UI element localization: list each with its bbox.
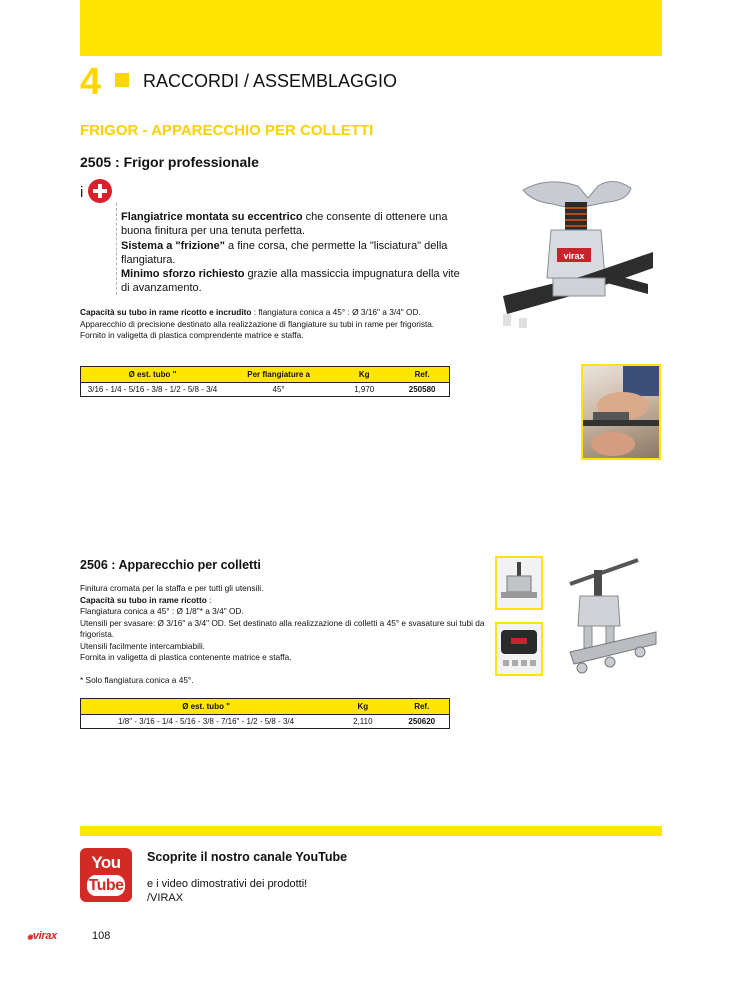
spec-table-2505 <box>80 366 450 397</box>
red-plus-icon <box>88 179 112 203</box>
product-2506-title: 2506 : Apparecchio per colletti <box>80 558 261 572</box>
feature-bold: Flangiatrice montata su eccentrico <box>121 211 303 223</box>
feature-text: grazie alla massiccia impugnatura della vite di avanzamento. <box>121 268 460 295</box>
capacity-text: : <box>206 594 212 605</box>
col-header-kg: Kg <box>331 699 394 715</box>
section-title: FRIGOR - APPARECCHIO PER COLLETTI <box>80 122 374 139</box>
feature-text: che consente di ottenere una buona finitura per una tenuta perfetta. <box>121 211 448 238</box>
feature-text: a fine corsa, che permette la "lisciatura" della flangiatura. <box>121 239 448 266</box>
feature-item <box>121 210 466 239</box>
logo-text: virax <box>32 930 58 942</box>
info-letter: i <box>80 184 84 201</box>
cell-tube: 3/16 - 1/4 - 5/16 - 3/8 - 1/2 - 5/8 - 3/4 <box>81 383 224 397</box>
youtube-text: e i video dimostrativi dei prodotti! <box>147 878 308 890</box>
product-2506-description <box>80 583 500 664</box>
table-row <box>81 715 450 729</box>
col-header-kg: Kg <box>333 367 395 383</box>
description-line: Fornito in valigetta di plastica comprendente matrice e staffa. <box>80 330 304 340</box>
col-header-tube: Ø est. tubo " <box>81 367 224 383</box>
capacity-text: : flangiatura conica a 45° : Ø 3/16" a 3/4" OD. <box>251 307 421 317</box>
youtube-icon-bottom-text: Tube <box>88 877 124 894</box>
flaring-kit-image <box>560 556 660 676</box>
table-header-row <box>81 367 450 383</box>
col-header-flare: Per flangiature a <box>224 367 333 383</box>
feature-list <box>121 210 466 296</box>
page-number: 108 <box>92 930 111 942</box>
col-header-ref: Ref. <box>395 699 450 715</box>
usage-photo <box>581 364 661 460</box>
capacity-label: Capacità su tubo in rame ricotto e incrudito <box>80 307 252 317</box>
col-header-tube: Ø est. tubo " <box>81 699 332 715</box>
virax-logo: ◉virax <box>27 930 58 942</box>
cell-ref: 250580 <box>395 383 449 397</box>
description-line: Flangiatura conica a 45° : Ø 1/8"* a 3/4" OD. <box>80 606 244 616</box>
feature-item <box>121 239 466 268</box>
spec-table-2506 <box>80 698 450 729</box>
product-2505-description <box>80 307 500 342</box>
cell-flare: 45° <box>224 383 333 397</box>
youtube-icon-top-text: You <box>91 853 121 872</box>
capacity-label: Capacità su tubo in rame ricotto <box>80 594 207 605</box>
feature-bold: Minimo sforzo richiesto <box>121 268 245 281</box>
dashed-divider <box>116 203 117 295</box>
description-line: Finitura cromata per la staffa e per tutti gli utensili. <box>80 583 264 593</box>
chapter-number: 4 <box>80 61 102 103</box>
footnote: * Solo flangiatura conica a 45°. <box>80 675 194 685</box>
thumbnail-case <box>495 622 543 676</box>
description-line: Fornita in valigetta di plastica contenente matrice e staffa. <box>80 652 292 662</box>
bottom-yellow-band <box>80 826 662 836</box>
cell-ref: 250620 <box>395 715 450 729</box>
table-header-row <box>81 699 450 715</box>
product-2505-title: 2505 : Frigor professionale <box>80 154 259 170</box>
chapter-title: RACCORDI / ASSEMBLAGGIO <box>143 71 398 91</box>
flaring-tool-image <box>493 168 661 336</box>
youtube-channel-link[interactable]: /VIRAX <box>147 892 184 904</box>
chapter-square-marker <box>115 73 129 87</box>
feature-item <box>121 267 466 296</box>
col-header-ref: Ref. <box>395 367 449 383</box>
cell-tube: 1/8" - 3/16 - 1/4 - 5/16 - 3/8 - 7/16" - 1/2 - 5/8 - 3/4 <box>81 715 332 729</box>
top-yellow-band <box>80 0 662 56</box>
cell-kg: 1,970 <box>333 383 395 397</box>
youtube-icon[interactable] <box>80 848 132 902</box>
cell-kg: 2,110 <box>331 715 394 729</box>
description-line: Apparecchio di precisione destinato alla realizzazione di flangiature su tubi in rame per frigorista. <box>80 318 435 329</box>
table-row <box>81 383 450 397</box>
description-line: Utensili facilmente intercambiabili. <box>80 640 205 651</box>
feature-bold: Sistema a "frizione" <box>121 239 225 252</box>
brand-label: virax <box>563 251 585 261</box>
thumbnail-tool-closeup <box>495 556 543 610</box>
youtube-heading: Scoprite il nostro canale YouTube <box>147 850 348 864</box>
description-line: Utensili per svasare: Ø 3/16" a 3/4" OD. Set destinato alla realizzazione di colletti a 45° e svasature sui tubi da frigorista. <box>80 617 485 639</box>
